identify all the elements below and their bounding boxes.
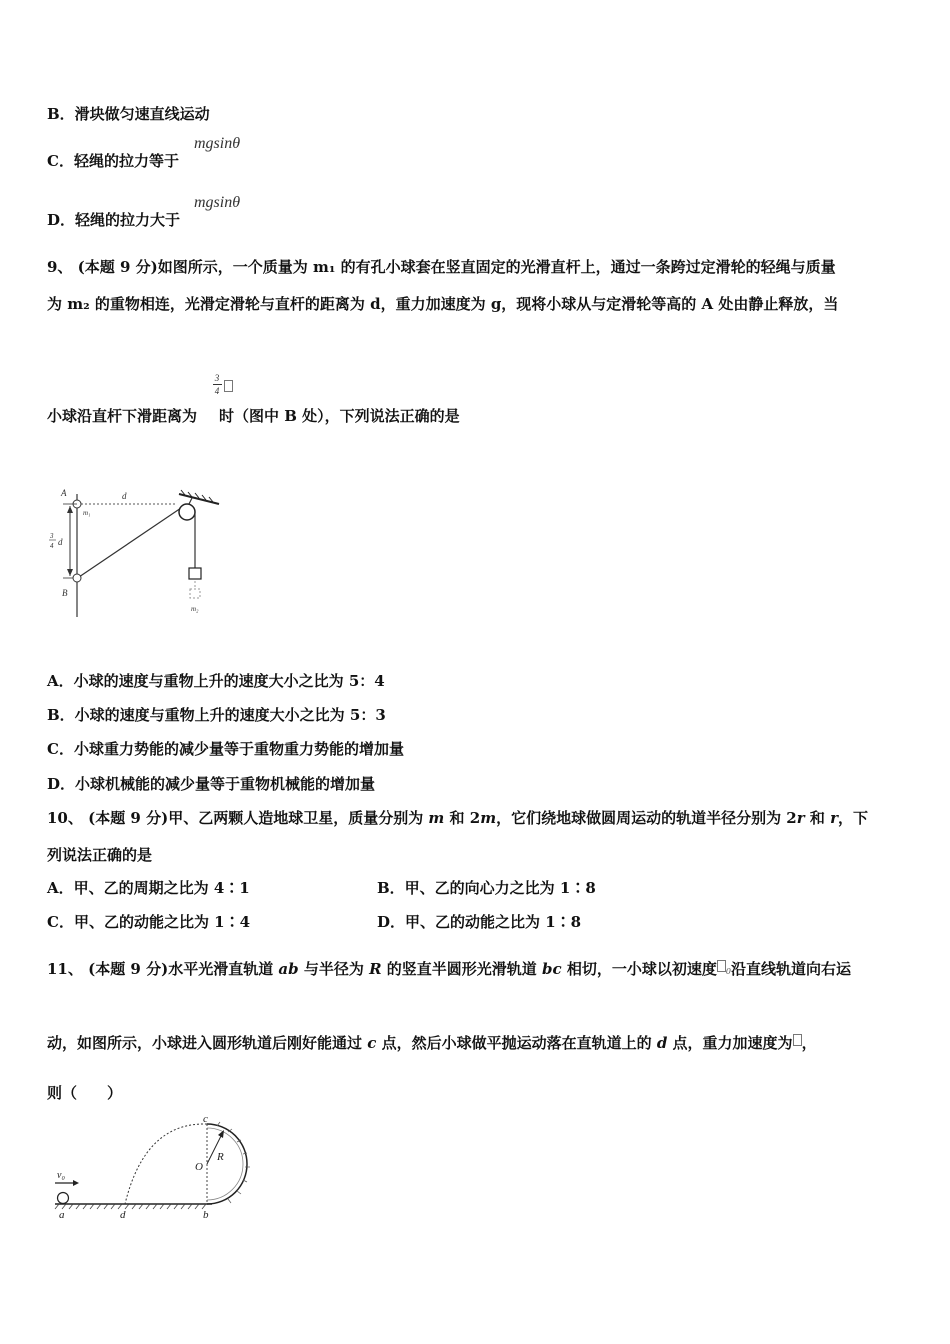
q11-stem-e: 沿直线轨道向右运 bbox=[730, 960, 851, 978]
q11-c: c bbox=[367, 1034, 377, 1052]
q9-label-frac-den: 4 bbox=[50, 542, 54, 550]
q11-stem-h: 点，重力加速度为 bbox=[667, 1034, 793, 1052]
q10-line-2: 列说法正确的是 bbox=[47, 846, 153, 864]
q11-label-r: R bbox=[217, 1151, 224, 1163]
q9-stem-3-prefix: 小球沿直杆下滑距离为 bbox=[47, 407, 198, 425]
q11-line-2 bbox=[47, 1032, 817, 1053]
q8-option-b: B．滑块做匀速直线运动 bbox=[47, 105, 210, 123]
q9-missing-symbol bbox=[224, 380, 233, 392]
q10-stem-a: 甲、乙两颗人造地球卫星，质量分别为 bbox=[168, 809, 429, 827]
q9-weight bbox=[189, 568, 201, 579]
q11-stem-d: 相切，一小球以初速度 bbox=[561, 960, 717, 978]
q9-fraction-num: 3 bbox=[214, 373, 220, 383]
q11-label-c: c bbox=[203, 1113, 208, 1125]
q9-string bbox=[79, 508, 181, 577]
q11-v0-subscript: 0 bbox=[725, 967, 731, 976]
q9-figure bbox=[47, 482, 232, 622]
q10-m2: m bbox=[480, 809, 497, 827]
q9-label-a: A bbox=[61, 488, 67, 498]
q11-ab: ab bbox=[278, 960, 299, 978]
q11-missing-symbol-v bbox=[717, 960, 726, 972]
q11-score: (本题 9 分) bbox=[88, 960, 169, 978]
q9-stem-3-suffix: 时（图中 B 处），下列说法正确的是 bbox=[219, 407, 460, 425]
q9-ring-b bbox=[73, 574, 81, 582]
q11-stem-i: ， bbox=[801, 1034, 817, 1052]
q9-arrow-up bbox=[67, 506, 73, 513]
q9-option-d: D．小球机械能的减少量等于重物机械能的增加量 bbox=[47, 775, 376, 793]
q10-option-d: D．甲、乙的动能之比为 1∶8 bbox=[377, 913, 582, 931]
q10-r1: r bbox=[796, 809, 805, 827]
q10-m: m bbox=[428, 809, 445, 827]
q11-number: 11、 bbox=[47, 960, 83, 978]
q11-ball bbox=[58, 1193, 69, 1204]
q9-line-3 bbox=[47, 405, 460, 426]
q11-missing-symbol-g bbox=[793, 1034, 802, 1046]
q8-option-c bbox=[47, 150, 179, 171]
q9-line-1 bbox=[47, 256, 836, 277]
q9-fraction bbox=[210, 373, 224, 396]
q9-number: 9、 bbox=[47, 258, 73, 276]
q11-stem-a: 水平光滑直轨道 bbox=[168, 960, 279, 978]
q9-option-c: C．小球重力势能的减少量等于重物重力势能的增加量 bbox=[47, 740, 404, 758]
q11-label-a: a bbox=[59, 1209, 65, 1221]
q10-option-b: B．甲、乙的向心力之比为 1∶8 bbox=[377, 879, 596, 897]
q9-weight-initial bbox=[190, 589, 200, 598]
q9-fraction-den: 4 bbox=[214, 386, 220, 396]
q11-track-outer bbox=[207, 1124, 247, 1204]
q10-option-c: C．甲、乙的动能之比为 1∶4 bbox=[47, 913, 251, 931]
q11-label-b: b bbox=[203, 1209, 209, 1221]
q9-label-d: d bbox=[122, 491, 127, 501]
q9-option-b: B．小球的速度与重物上升的速度大小之比为 5：3 bbox=[47, 706, 386, 724]
q9-label-frac-d: d bbox=[58, 537, 63, 547]
q9-line-2: 为 m₂ 的重物相连，光滑定滑轮与直杆的距离为 d，重力加速度为 g，现将小球从与定滑轮等高的 A 处由静止释放，当 bbox=[47, 295, 839, 313]
q9-arrow-down bbox=[67, 569, 73, 576]
q10-stem-d: 和 bbox=[804, 809, 831, 827]
q9-fraction-bar bbox=[213, 384, 222, 385]
q11-label-d: d bbox=[120, 1209, 126, 1221]
q9-option-a: A．小球的速度与重物上升的速度大小之比为 5：4 bbox=[47, 672, 385, 690]
q9-label-m1: m₁ bbox=[83, 509, 91, 517]
q10-stem-c: ，它们绕地球做圆周运动的轨道半径分别为 2 bbox=[496, 809, 797, 827]
q11-label-o: O bbox=[195, 1161, 203, 1173]
q11-label-v0: v₀ bbox=[57, 1170, 65, 1181]
q9-score: (本题 9 分) bbox=[77, 258, 158, 276]
q8-option-d bbox=[47, 209, 180, 230]
q8-option-d-formula: mgsinθ bbox=[194, 194, 241, 211]
q11-stem-f: 动，如图所示，小球进入圆形轨道后刚好能通过 bbox=[47, 1034, 368, 1052]
q10-number: 10、 bbox=[47, 809, 83, 827]
q9-label-b: B bbox=[62, 588, 68, 598]
q11-r: R bbox=[369, 960, 382, 978]
q9-ceiling bbox=[179, 494, 219, 504]
q8-option-c-formula: mgsinθ bbox=[194, 135, 241, 152]
q9-label-m2: m₂ bbox=[191, 605, 199, 613]
q11-figure bbox=[47, 1112, 262, 1224]
q10-r2: r bbox=[830, 809, 838, 827]
q11-stem-c: 的竖直半圆形光滑轨道 bbox=[381, 960, 543, 978]
q10-stem-e: ，下 bbox=[838, 809, 869, 827]
q11-line-1 bbox=[47, 958, 851, 979]
q10-stem-b: 和 2 bbox=[444, 809, 481, 827]
q11-stem-g: 点，然后小球做平抛运动落在直轨道上的 bbox=[376, 1034, 657, 1052]
q9-pulley bbox=[179, 504, 195, 520]
q11-velocity-arrowhead bbox=[73, 1180, 79, 1186]
q11-d: d bbox=[656, 1034, 668, 1052]
q8-option-c-text: C．轻绳的拉力等于 bbox=[47, 152, 179, 170]
q9-stem-1: 如图所示，一个质量为 m₁ 的有孔小球套在竖直固定的光滑直杆上，通过一条跨过定滑轮的轻绳与质量 bbox=[157, 258, 836, 276]
q10-option-a: A．甲、乙的周期之比为 4∶1 bbox=[47, 879, 250, 897]
q11-bc: bc bbox=[542, 960, 562, 978]
q8-option-d-text: D．轻绳的拉力大于 bbox=[47, 211, 181, 229]
q11-stem-b: 与半径为 bbox=[298, 960, 370, 978]
q10-score: (本题 9 分) bbox=[88, 809, 169, 827]
q11-line-3: 则（ ） bbox=[47, 1084, 123, 1102]
q9-label-frac-num: 3 bbox=[50, 532, 54, 540]
q10-line-1 bbox=[47, 807, 868, 828]
